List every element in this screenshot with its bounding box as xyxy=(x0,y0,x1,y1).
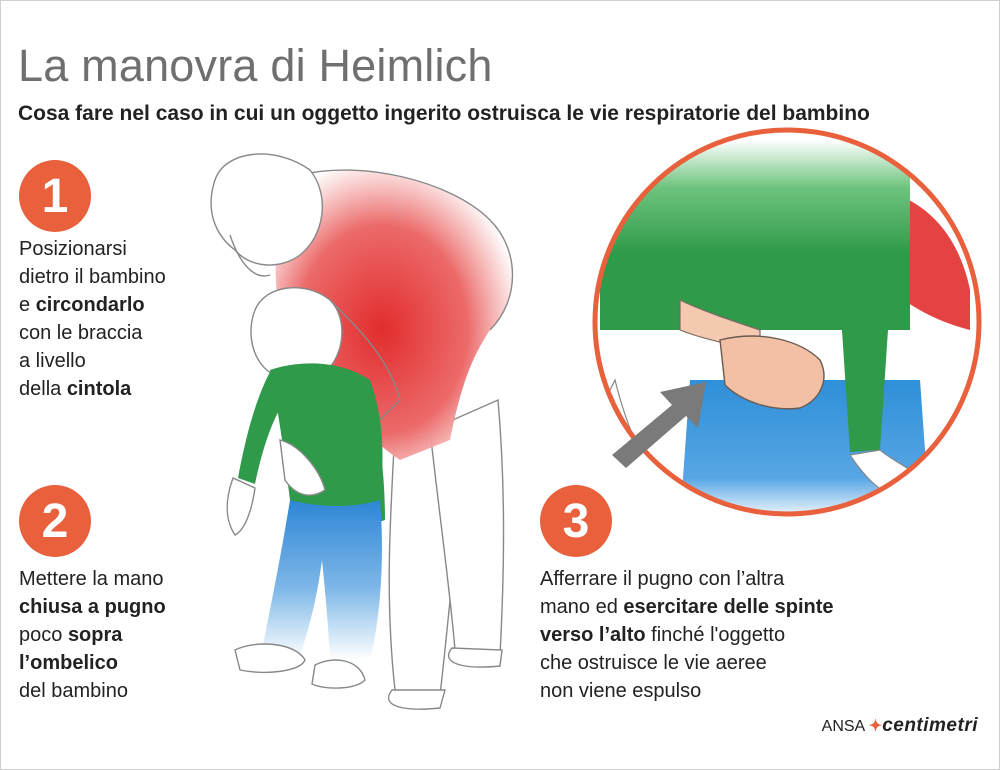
step-text: Afferrare il pugno con l’altra xyxy=(540,568,785,590)
step-line xyxy=(19,649,166,677)
step-line xyxy=(19,291,166,319)
step-text: non viene espulso xyxy=(540,680,702,702)
step-text: e xyxy=(19,294,36,316)
credit-brand: centimetri xyxy=(882,715,978,736)
step-text: dietro il bambino xyxy=(19,266,166,288)
star-icon: ✦ xyxy=(868,718,883,735)
step-line xyxy=(540,593,834,621)
step-line xyxy=(19,347,166,375)
step-text: mano ed xyxy=(540,596,624,618)
step-text: poco xyxy=(19,624,68,646)
step-line xyxy=(19,593,166,621)
step-text-bold: cintola xyxy=(66,378,132,400)
step-line xyxy=(19,565,166,593)
step-line xyxy=(19,621,166,649)
step-text: che ostruisce le vie aeree xyxy=(540,652,767,674)
step-text: con le braccia xyxy=(19,322,143,344)
page-subtitle: Cosa fare nel caso in cui un oggetto ingerito ostruisca le vie respiratorie del bambino xyxy=(18,102,870,125)
step-line xyxy=(540,677,834,705)
step-line xyxy=(540,621,834,649)
step-1-badge: 1 xyxy=(19,160,91,232)
step-text-bold: circondarlo xyxy=(35,294,145,316)
source-credit xyxy=(822,715,978,737)
step-3-text xyxy=(540,565,834,705)
step-2-text xyxy=(19,565,166,705)
step-3-badge: 3 xyxy=(540,485,612,557)
step-text: Mettere la mano xyxy=(19,568,164,590)
step-text: della xyxy=(19,378,67,400)
step-text-bold: chiusa a pugno xyxy=(19,596,166,618)
step-line xyxy=(19,263,166,291)
step-line xyxy=(19,375,166,403)
step-text-bold: verso l’alto xyxy=(540,624,646,646)
credit-agency: ANSA xyxy=(821,718,865,735)
step-line xyxy=(19,677,166,705)
step-1-text xyxy=(19,235,166,403)
step-line xyxy=(19,235,166,263)
step-line xyxy=(540,649,834,677)
step-text-bold: l’ombelico xyxy=(19,652,118,674)
step-line xyxy=(540,565,834,593)
step-text: del bambino xyxy=(19,680,128,702)
step-text: a livello xyxy=(19,350,86,372)
step-text: finché l'oggetto xyxy=(645,624,786,646)
step-text: Posizionarsi xyxy=(19,238,127,260)
step-text-bold: esercitare delle spinte xyxy=(623,596,834,618)
step-2-badge: 2 xyxy=(19,485,91,557)
page-title: La manovra di Heimlich xyxy=(18,40,493,91)
step-text-bold: sopra xyxy=(67,624,123,646)
step-line xyxy=(19,319,166,347)
